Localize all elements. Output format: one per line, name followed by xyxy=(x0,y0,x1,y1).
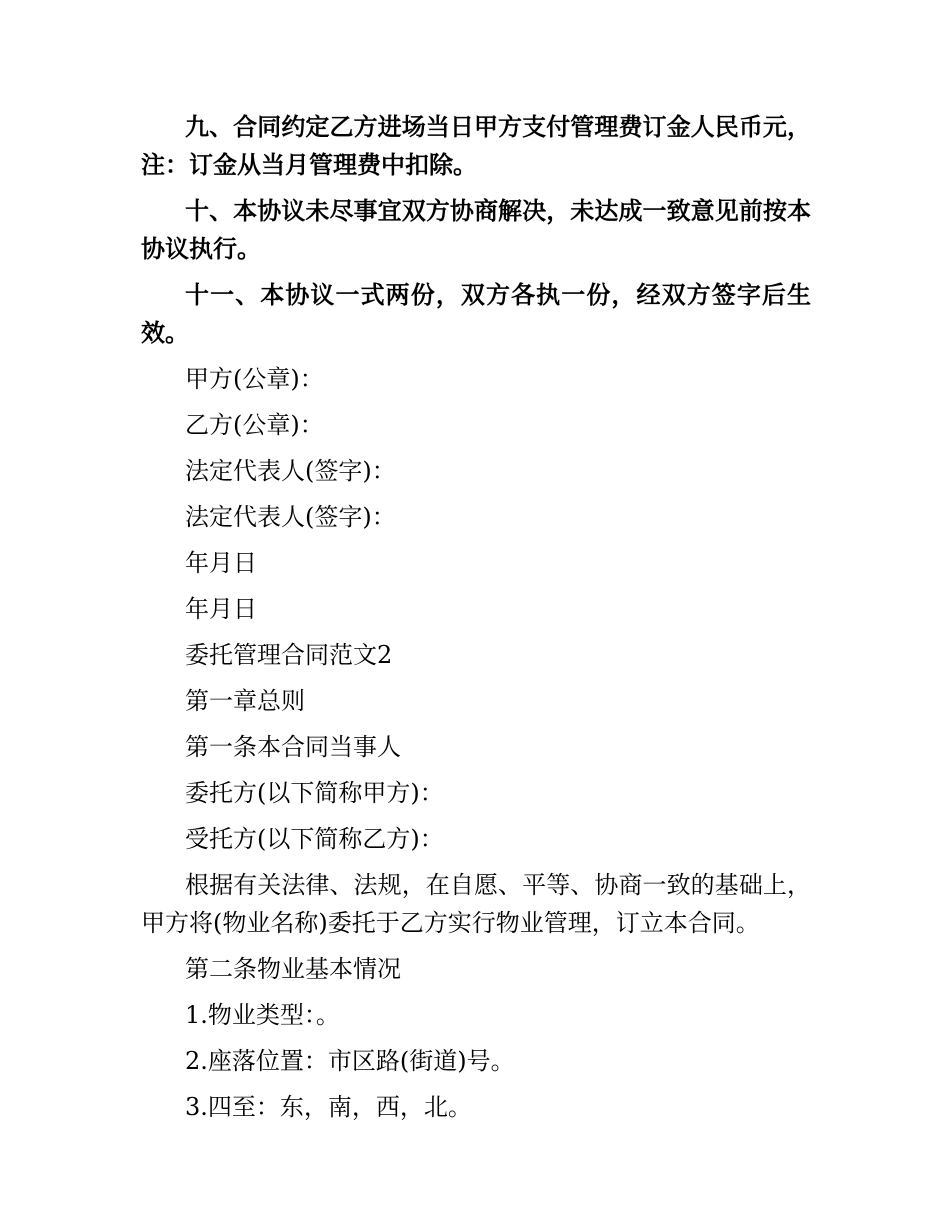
principal-party-line: 委托方(以下简称甲方)： xyxy=(185,779,444,807)
clause-11-paragraph: 十一、本协议一式两份，双方各执一份，经双方签字后生效。 xyxy=(141,280,811,347)
party-a-seal-line: 甲方(公章)： xyxy=(185,365,324,393)
article-1-heading: 第一条本合同当事人 xyxy=(185,733,401,761)
chapter-heading: 第一章总则 xyxy=(185,687,305,715)
party-b-seal-line: 乙方(公章)： xyxy=(185,411,324,439)
clause-10-paragraph: 十、本协议未尽事宜双方协商解决，未达成一致意见前按本协议执行。 xyxy=(141,196,811,263)
legal-rep-signature-line-b: 法定代表人(签字)： xyxy=(185,503,396,531)
property-type-line: 1.物业类型：。 xyxy=(185,1001,340,1029)
clause-9-paragraph: 九、合同约定乙方进场当日甲方支付管理费订金人民币元，注：订金从当月管理费中扣除。 xyxy=(141,112,811,179)
section-title: 委托管理合同范文2 xyxy=(185,641,393,669)
property-location-line: 2.座落位置：市区路(街道)号。 xyxy=(185,1047,515,1075)
agent-party-line: 受托方(以下简称乙方)： xyxy=(185,825,444,853)
document-page xyxy=(141,108,811,1134)
legal-rep-signature-line-a: 法定代表人(签字)： xyxy=(185,457,396,485)
date-line-b: 年月日 xyxy=(185,595,257,623)
property-boundaries-line: 3.四至：东，南，西，北。 xyxy=(185,1093,472,1121)
article-2-heading: 第二条物业基本情况 xyxy=(185,955,401,983)
preamble-paragraph: 根据有关法律、法规，在自愿、平等、协商一致的基础上，甲方将(物业名称)委托于乙方实行物业管理，订立本合同。 xyxy=(141,871,811,937)
date-line-a: 年月日 xyxy=(185,549,257,577)
